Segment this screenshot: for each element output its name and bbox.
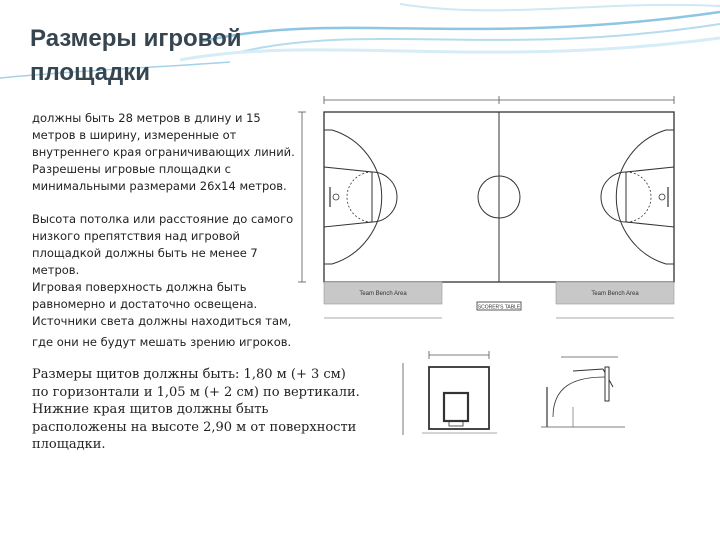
text-line: площадки. bbox=[32, 437, 106, 452]
team-bench-left-label: Team Bench Area bbox=[359, 291, 407, 297]
text-line: по горизонтали и 1,05 м (+ 2 см) по вертикали. bbox=[32, 384, 360, 400]
text-line: внутреннего края ограничивающих линий. bbox=[32, 145, 295, 159]
page-title bbox=[30, 22, 242, 90]
text-line: минимальными размерами 26х14 метров. bbox=[32, 179, 287, 193]
backboard-size-paragraph bbox=[32, 366, 360, 454]
text-line: Источники света должны находиться там, bbox=[32, 314, 292, 328]
text-line: Высота потолка или расстояние до самого bbox=[32, 212, 294, 226]
text-line: расположены на высоте 2,90 м от поверхности bbox=[32, 419, 357, 435]
scorers-table-label: SCORER'S TABLE bbox=[477, 304, 521, 311]
court-size-paragraph bbox=[32, 110, 295, 195]
text-line: Нижние края щитов должны быть bbox=[32, 402, 269, 417]
text-line: где они не будут мешать зрению игроков. bbox=[32, 335, 292, 349]
text-line: метров. bbox=[32, 263, 80, 277]
team-bench-right-label: Team Bench Area bbox=[591, 291, 639, 297]
text-line: равномерно и достаточно освещена. bbox=[32, 297, 258, 311]
lighting-note bbox=[32, 334, 291, 351]
backboard-front-diagram bbox=[397, 345, 502, 443]
text-line: площадкой должны быть не менее 7 bbox=[32, 246, 258, 260]
backboard-side-diagram bbox=[533, 347, 630, 433]
title-line-2: площадки bbox=[30, 59, 150, 86]
text-line: Размеры щитов должны быть: 1,80 м (+ 3 см) bbox=[32, 367, 346, 382]
text-line: низкого препятствия над игровой bbox=[32, 229, 241, 243]
text-line: должны быть 28 метров в длину и 15 bbox=[32, 111, 261, 125]
ceiling-lighting-paragraph bbox=[32, 211, 293, 330]
text-line: Разрешены игровые площадки с bbox=[32, 162, 231, 176]
text-line: метров в ширину, измеренные от bbox=[32, 128, 237, 142]
title-line-1: Размеры игровой bbox=[30, 25, 242, 52]
court-diagram bbox=[292, 92, 690, 330]
text-line: Игровая поверхность должна быть bbox=[32, 280, 247, 294]
